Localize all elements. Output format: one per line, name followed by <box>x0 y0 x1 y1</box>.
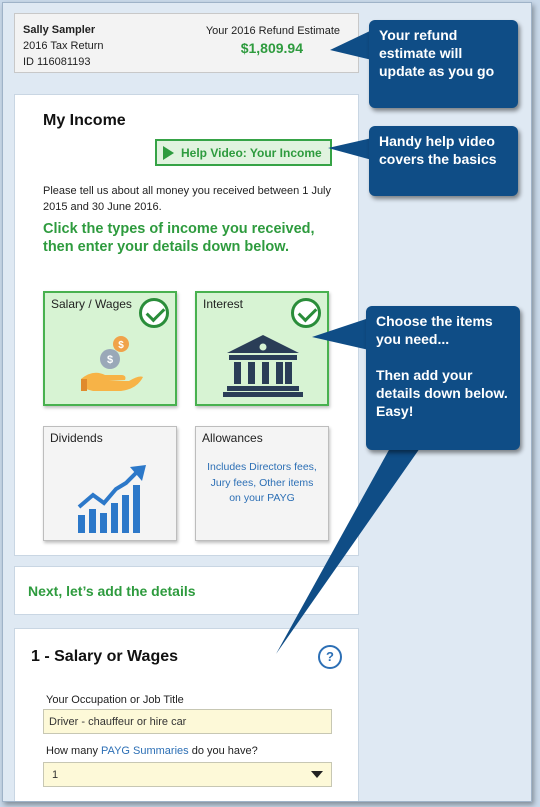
help-callout-pointer <box>328 138 372 160</box>
details-callout-pointer <box>276 448 420 654</box>
income-intro: Please tell us about all money you received between 1 July 2015 and 30 June 2016. <box>43 185 332 213</box>
help-video-label: Help Video: Your Income <box>181 145 322 160</box>
next-heading: Next, let’s add the details <box>28 583 196 599</box>
refund-callout-pointer <box>330 30 372 60</box>
choose-callout-text: Choose the items you need... <box>376 313 493 347</box>
income-instructions: Click the types of income you received, then enter your details down below. <box>43 221 315 255</box>
refund-estimate-label: Your 2016 Refund Estimate <box>205 25 340 37</box>
help-video-callout: Handy help video covers the basics <box>369 126 518 196</box>
details-callout-text: Then add your details down below. Easy! <box>376 367 508 419</box>
refund-callout: Your refund estimate will update as you go <box>369 20 518 108</box>
tile-label: Interest <box>203 297 244 311</box>
svg-text:$: $ <box>118 340 124 351</box>
svg-text:$: $ <box>106 354 114 366</box>
payg-count-value: 1 <box>52 768 59 781</box>
return-label: 2016 Tax Return <box>23 40 104 52</box>
salary-title: 1 - Salary or Wages <box>31 648 179 665</box>
taxpayer-id: ID 116081193 <box>23 56 91 68</box>
taxpayer-name: Sally Sampler <box>23 24 96 36</box>
tile-label: Salary / Wages <box>51 297 132 311</box>
occupation-label: Your Occupation or Job Title <box>46 694 184 706</box>
tile-label: Dividends <box>50 431 103 445</box>
help-icon[interactable]: ? <box>318 645 342 669</box>
payg-label-post: do you have? <box>188 745 258 757</box>
refund-estimate-amount: $1,809.94 <box>240 40 303 56</box>
payg-label-pre: How many <box>46 745 102 757</box>
payg-summaries-link[interactable]: PAYG Summaries <box>101 745 189 757</box>
tile-label: Allowances <box>202 431 263 445</box>
allowances-description: Includes Directors fees, Jury fees, Other items on your PAYG <box>207 461 317 504</box>
choose-items-callout <box>366 306 520 450</box>
income-title: My Income <box>43 112 126 129</box>
choose-callout-pointer <box>312 318 369 350</box>
